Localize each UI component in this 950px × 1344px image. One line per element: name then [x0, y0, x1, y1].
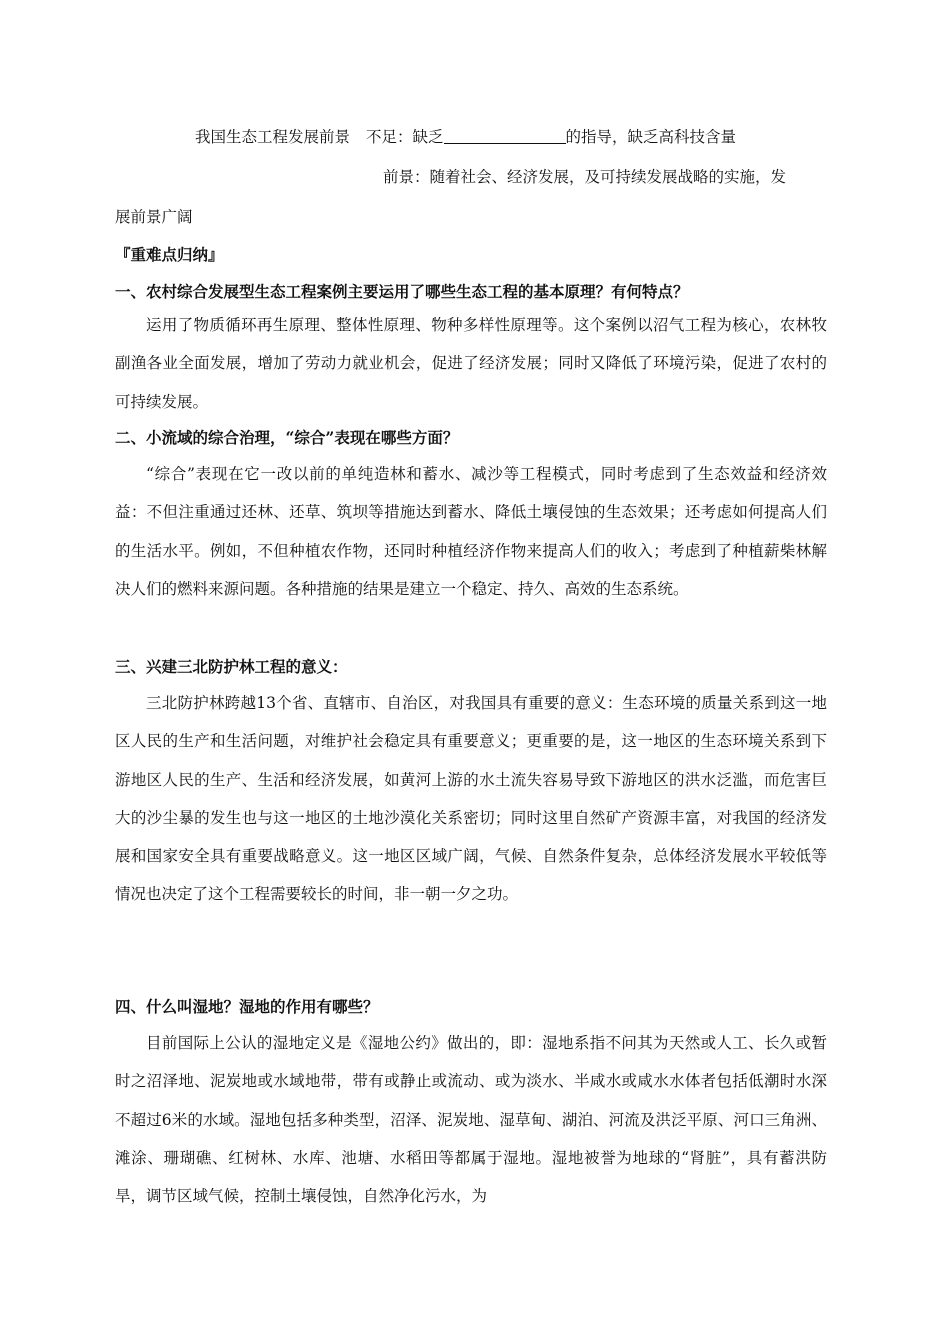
paragraph-2: “综合”表现在它一改以前的单纯造林和蓄水、减沙等工程模式，同时考虑到了生态效益和经济效益：不但注重通过还林、还草、筑坝等措施达到蓄水、降低土壤侵蚀的生态效果；还考虑如何提高人们的生活水平。例如，不但种植农作物，还同时种植经济作物来提高人们的收入；考虑到了种植薪柴林解决人们的燃料来源问题。各种措施的结果是建立一个稳定、持久、高效的生态系统。: [115, 465, 827, 598]
heading-4: 四、什么叫湿地？湿地的作用有哪些？: [115, 997, 379, 1016]
topic-label: 我国生态工程发展前景: [195, 128, 351, 146]
paragraph-4: 目前国际上公认的湿地定义是《湿地公约》做出的，即：湿地系指不问其为天然或人工、长久或暂时之沼泽地、泥炭地或水域地带，带有或静止或流动、或为淡水、半咸水或咸水水体者包括低潮时水深不超过6米的水域。湿地包括多种类型，沼泽、泥炭地、湿草甸、湖泊、河流及洪泛平原、河口三角洲、滩涂、珊瑚礁、红树林、水库、池塘、水稻田等都属于湿地。湿地被誉为地球的“肾脏”，具有蓄洪防旱，调节区域气候，控制土壤侵蚀，自然净化污水，为: [115, 1034, 827, 1206]
paragraph-3: 三北防护林跨越13个省、直辖市、自治区，对我国具有重要的意义：生态环境的质量关系到这一地区人民的生产和生活问题，对维护社会稳定具有重要意义；更重要的是，这一地区的生态环境关系到下游地区人民的生产、生活和经济发展，如黄河上游的水土流失容易导致下游地区的洪水泛滥，而危害巨大的沙尘暴的发生也与这一地区的土地沙漠化关系密切；同时这里自然矿产资源丰富，对我国的经济发展和国家安全具有重要战略意义。这一地区区域广阔，气候、自然条件复杂，总体经济发展水平较低等情况也决定了这个工程需要较长的时间，非一朝一夕之功。: [115, 694, 827, 904]
deficit-suffix: 的指导，缺乏高科技含量: [565, 128, 737, 146]
prospect-line-2: 展前景广阔: [115, 208, 193, 226]
section-title: 『重难点归纳』: [115, 245, 224, 264]
heading-2: 二、小流域的综合治理，“综合”表现在哪些方面？: [115, 428, 459, 447]
prospect-line-1: 前景：随着社会、经济发展，及可持续发展战略的实施，发: [383, 168, 787, 186]
deficit-prefix: 不足：缺乏: [366, 128, 444, 146]
fill-in-blank: [444, 142, 566, 144]
heading-3: 三、兴建三北防护林工程的意义：: [115, 657, 348, 676]
top-row: [195, 118, 736, 156]
heading-1: 一、农村综合发展型生态工程案例主要运用了哪些生态工程的基本原理？有何特点？: [115, 282, 689, 301]
paragraph-1: 运用了物质循环再生原理、整体性原理、物种多样性原理等。这个案例以沼气工程为核心，农林牧副渔各业全面发展，增加了劳动力就业机会，促进了经济发展；同时又降低了环境污染，促进了农村的可持续发展。: [115, 316, 827, 411]
